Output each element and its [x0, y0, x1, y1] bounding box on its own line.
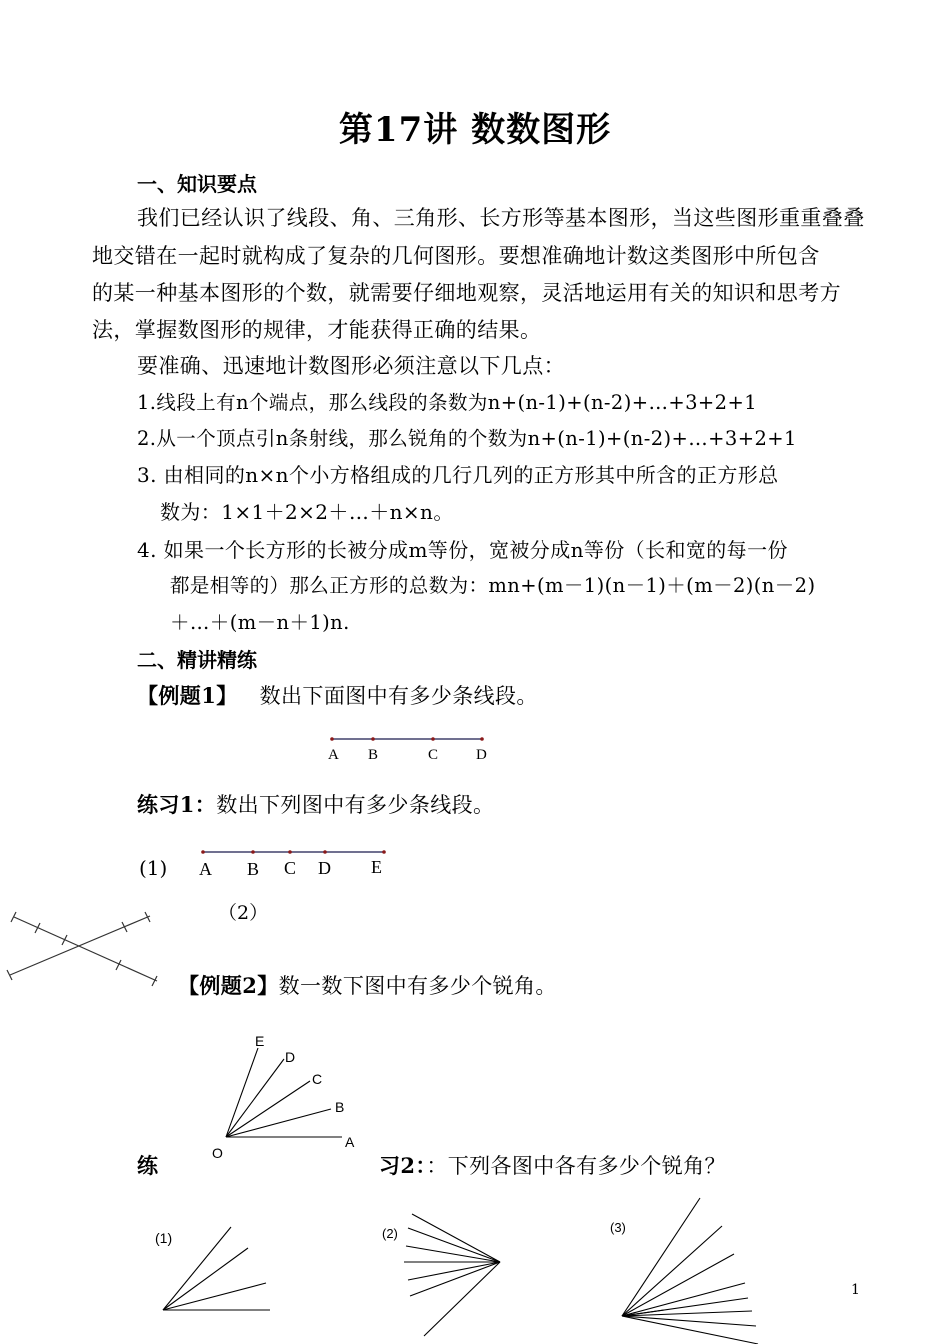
crossing-line [14, 917, 157, 981]
paragraph-line: 的某一种基本图形的个数，就需要仔细地观察，灵活地运用有关的知识和思考方 [92, 281, 841, 305]
practice2-tag-right: 习2： [379, 1153, 427, 1178]
ray-line [163, 1283, 266, 1310]
point-label-d: D [318, 858, 331, 878]
point-label-a: A [328, 747, 339, 763]
rule-item-continued: 都是相等的）那么正方形的总数为：mn+(m－1)(n－1)＋(m－2)(n－2) [170, 574, 816, 597]
ray-label-c: C [312, 1071, 323, 1087]
example1-text: 数出下面图中有多少条线段。 [259, 684, 538, 708]
ray-label-b: B [335, 1099, 345, 1115]
practice2-fig1-label: (1) [155, 1230, 173, 1246]
example2-tag: 【例题2】 [178, 973, 279, 998]
section-heading-practice: 二、精讲精练 [137, 648, 257, 672]
practice1-part1-label: (1) [139, 856, 168, 880]
ray-line [226, 1048, 258, 1137]
point-label-e: E [371, 857, 382, 877]
segment-point [201, 850, 205, 854]
paragraph-line: 我们已经认识了线段、角、三角形、长方形等基本图形，当这些图形重重叠叠 [137, 206, 865, 230]
rule-item: 4. 如果一个长方形的长被分成m等份，宽被分成n等份（长和宽的每一份 [137, 538, 788, 562]
example1-segment-figure [328, 737, 487, 763]
point-label-c: C [428, 747, 439, 763]
point-label-b: B [368, 747, 379, 763]
point-label-a: A [199, 859, 212, 879]
point-label-b: B [247, 859, 260, 879]
ray-line [226, 1059, 284, 1137]
practice1-text: 数出下列图中有多少条线段。 [216, 793, 495, 817]
ray-line [410, 1262, 500, 1296]
segment-point [288, 850, 292, 854]
practice2-fig3-label: (3) [610, 1220, 626, 1235]
ray-line [408, 1262, 500, 1280]
segment-point [431, 737, 435, 741]
rule-item-continued: ＋…＋(m－n＋1)n. [170, 611, 350, 634]
practice1-segment-figure [199, 850, 386, 879]
segment-point [330, 737, 334, 741]
paragraph-intro: 要准确、迅速地计数图形必须注意以下几点： [137, 354, 565, 378]
example1-tag: 【例题1】 [137, 683, 238, 708]
segment-point [251, 850, 255, 854]
segment-point [480, 737, 484, 741]
vertex-label-o: O [212, 1145, 223, 1161]
ray-line [622, 1316, 758, 1344]
rule-item: 3. 由相同的n×n个小方格组成的几行几列的正方形其中所含的正方形总 [137, 463, 779, 487]
tick-mark [145, 912, 150, 922]
ray-label-a: A [345, 1134, 355, 1150]
segment-point [323, 850, 327, 854]
practice2-fig1-rays [163, 1227, 270, 1310]
ray-label-d: D [285, 1049, 296, 1065]
point-label-c: C [284, 858, 297, 878]
practice2-fig2-label: (2) [382, 1226, 398, 1241]
practice1-part2-label: （2） [218, 902, 269, 924]
practice2-text: ：下列各图中各有多少个锐角？ [426, 1154, 726, 1178]
ray-line [622, 1316, 756, 1326]
page-title: 第17讲 数数图形 [338, 110, 612, 150]
practice1-tag: 练习1： [137, 792, 217, 817]
ray-line [226, 1109, 331, 1137]
page-number: 1 [851, 1282, 860, 1298]
ray-line [226, 1081, 310, 1137]
section-heading-knowledge: 一、知识要点 [137, 172, 257, 196]
rule-item: 1.线段上有n个端点，那么线段的条数为n+(n-1)+(n-2)+…+3+2+1 [137, 391, 758, 414]
rule-item-continued: 数为：1×1＋2×2＋…＋n×n。 [160, 500, 454, 524]
rule-item: 2.从一个顶点引n条射线，那么锐角的个数为n+(n-1)+(n-2)+…+3+2+1 [137, 427, 797, 450]
example2-text: 数一数下图中有多少个锐角。 [278, 974, 557, 998]
segment-point [371, 737, 375, 741]
paragraph-line: 法，掌握数图形的规律，才能获得正确的结果。 [92, 318, 542, 342]
practice1-crossing-lines-figure [7, 912, 157, 986]
segment-point [382, 850, 386, 854]
practice2-fig2-rays [404, 1214, 500, 1336]
paragraph-line: 地交错在一起时就构成了复杂的几何图形。要想准确地计数这类图形中所包含 [92, 244, 820, 268]
practice2-fig3-rays [622, 1198, 758, 1344]
ray-line [622, 1254, 734, 1316]
practice2-tag-left: 练 [137, 1153, 159, 1178]
ray-line [408, 1228, 500, 1262]
ray-line [424, 1262, 500, 1336]
point-label-d: D [476, 747, 487, 763]
ray-label-e: E [255, 1033, 265, 1049]
example2-rays-figure [226, 1048, 345, 1137]
